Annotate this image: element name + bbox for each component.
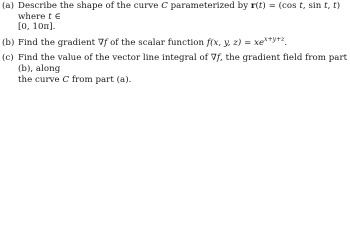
text: , <box>327 1 334 11</box>
text: , the gradient field from part (b), along <box>18 53 348 74</box>
text: ) where <box>18 1 341 22</box>
text: . <box>52 22 56 33</box>
text: the curve <box>18 74 63 85</box>
variable-t: t <box>48 11 52 22</box>
text: Describe the shape of the curve <box>18 1 162 11</box>
curve-symbol: C <box>161 1 168 11</box>
function-f: f <box>206 37 211 48</box>
variable-t: t <box>299 1 303 11</box>
text: . <box>284 37 288 48</box>
text: Find the value of the vector line integral of <box>18 53 211 64</box>
function-f: f <box>216 53 221 64</box>
text: Find the gradient <box>18 37 98 48</box>
nabla-symbol: ∇ <box>210 53 217 64</box>
variable-t: t <box>258 1 263 11</box>
function-body: xe <box>254 37 265 48</box>
element-of: ∈ <box>51 11 61 22</box>
text: parameterized by <box>167 1 251 11</box>
variable-t: t <box>333 1 337 11</box>
problem-part-a <box>2 1 348 33</box>
equals: = <box>241 37 255 48</box>
text: from part (a). <box>69 74 132 85</box>
part-label-a: (a) <box>2 1 14 11</box>
problem-part-c <box>2 53 348 85</box>
variable-t: t <box>324 1 328 11</box>
part-label-c: (c) <box>2 53 14 64</box>
parameter-interval: [0, 10π] <box>18 22 53 33</box>
problem-part-b <box>2 35 348 49</box>
function-args: (x, y, z) <box>210 37 242 48</box>
text: ( <box>255 1 259 11</box>
exponent: x+y+z <box>264 35 285 43</box>
part-label-b: (b) <box>2 37 15 48</box>
sin-function: sin <box>308 1 325 11</box>
function-f: f <box>104 37 108 48</box>
vector-r: r <box>250 1 256 11</box>
problem-list <box>2 1 348 85</box>
text: , <box>302 1 309 11</box>
nabla-symbol: ∇ <box>97 37 105 48</box>
text: ) = (cos <box>262 1 300 11</box>
text: of the scalar function <box>107 37 207 48</box>
curve-symbol: C <box>62 74 70 85</box>
